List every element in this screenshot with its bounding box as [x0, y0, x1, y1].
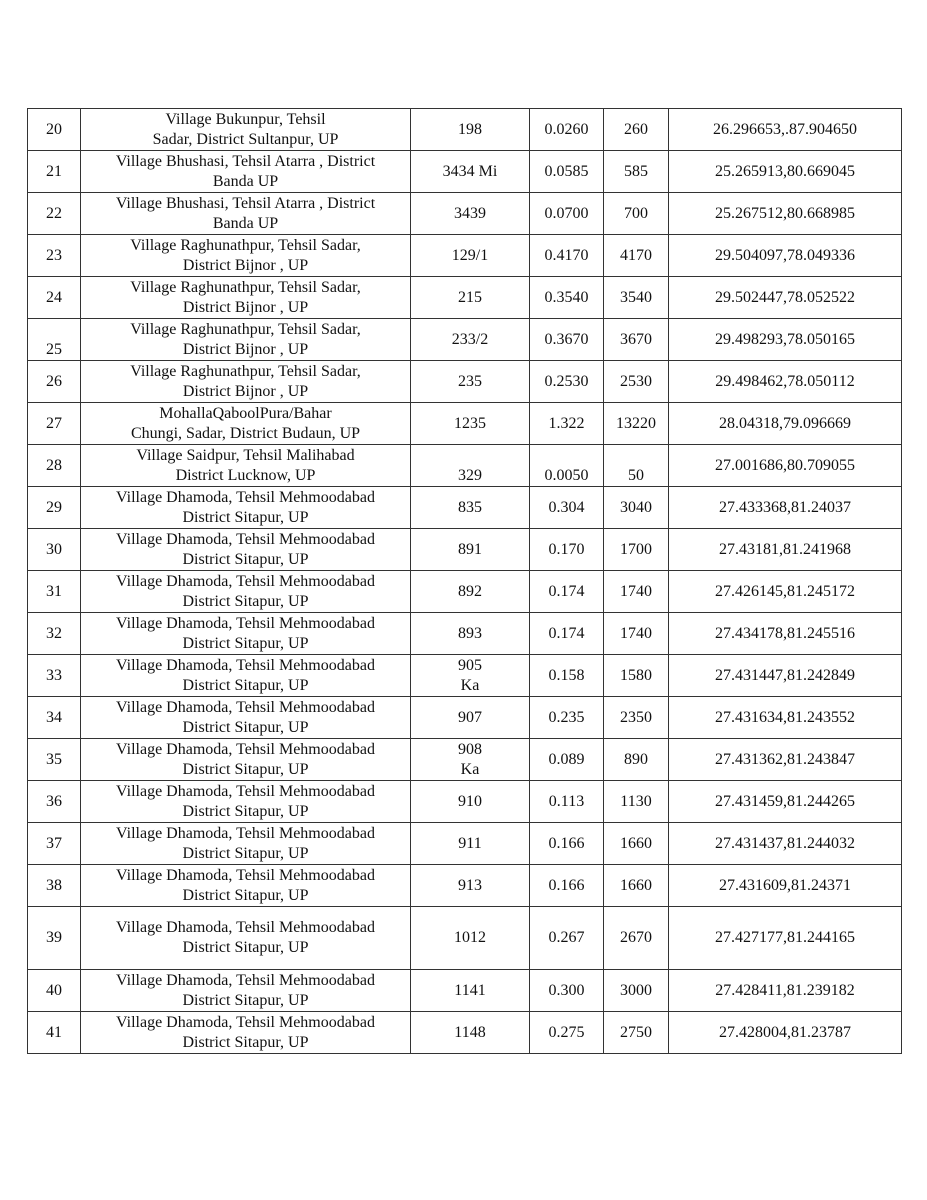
serial-number-cell: 38: [28, 865, 81, 907]
area-hectare-cell: 0.089: [530, 739, 604, 781]
area-hectare-cell: 0.0585: [530, 151, 604, 193]
table-row: [28, 487, 902, 529]
table-row: [28, 697, 902, 739]
location-cell: Village Bhushasi, Tehsil Atarra , District Banda UP: [81, 151, 411, 193]
coordinates-cell: 27.428411,81.239182: [669, 970, 902, 1012]
location-cell: Village Dhamoda, Tehsil Mehmoodabad District Sitapur, UP: [81, 487, 411, 529]
location-cell: Village Saidpur, Tehsil Malihabad District Lucknow, UP: [81, 445, 411, 487]
table-row: [28, 529, 902, 571]
khasra-number-cell: 835: [411, 487, 530, 529]
table-row: [28, 319, 902, 361]
table-row: [28, 109, 902, 151]
table-row: [28, 277, 902, 319]
coordinates-cell: 27.431437,81.244032: [669, 823, 902, 865]
location-cell: Village Dhamoda, Tehsil Mehmoodabad District Sitapur, UP: [81, 613, 411, 655]
location-cell: Village Raghunathpur, Tehsil Sadar, District Bijnor , UP: [81, 277, 411, 319]
table-row: [28, 739, 902, 781]
area-sqm-cell: 2350: [604, 697, 669, 739]
coordinates-cell: 29.504097,78.049336: [669, 235, 902, 277]
coordinates-cell: 27.431634,81.243552: [669, 697, 902, 739]
coordinates-cell: 27.427177,81.244165: [669, 907, 902, 970]
khasra-number-cell: 329: [411, 445, 530, 487]
khasra-number-cell: 215: [411, 277, 530, 319]
location-cell: Village Dhamoda, Tehsil Mehmoodabad District Sitapur, UP: [81, 571, 411, 613]
location-cell: Village Dhamoda, Tehsil Mehmoodabad District Sitapur, UP: [81, 1012, 411, 1054]
table-row: [28, 403, 902, 445]
coordinates-cell: 27.431447,81.242849: [669, 655, 902, 697]
location-cell: Village Bhushasi, Tehsil Atarra , District Banda UP: [81, 193, 411, 235]
serial-number-cell: 25: [28, 319, 81, 361]
serial-number-cell: 39: [28, 907, 81, 970]
area-sqm-cell: 50: [604, 445, 669, 487]
coordinates-cell: 25.265913,80.669045: [669, 151, 902, 193]
table-row: [28, 1012, 902, 1054]
coordinates-cell: 27.433368,81.24037: [669, 487, 902, 529]
coordinates-cell: 27.434178,81.245516: [669, 613, 902, 655]
area-hectare-cell: 0.3670: [530, 319, 604, 361]
area-hectare-cell: 0.267: [530, 907, 604, 970]
serial-number-cell: 34: [28, 697, 81, 739]
location-cell: Village Dhamoda, Tehsil Mehmoodabad District Sitapur, UP: [81, 970, 411, 1012]
location-cell: Village Dhamoda, Tehsil Mehmoodabad District Sitapur, UP: [81, 697, 411, 739]
area-hectare-cell: 0.113: [530, 781, 604, 823]
area-hectare-cell: 0.235: [530, 697, 604, 739]
area-hectare-cell: 0.166: [530, 865, 604, 907]
serial-number-cell: 24: [28, 277, 81, 319]
khasra-number-cell: 233/2: [411, 319, 530, 361]
location-cell: Village Dhamoda, Tehsil Mehmoodabad District Sitapur, UP: [81, 529, 411, 571]
serial-number-cell: 29: [28, 487, 81, 529]
serial-number-cell: 36: [28, 781, 81, 823]
area-sqm-cell: 1580: [604, 655, 669, 697]
area-hectare-cell: 0.174: [530, 613, 604, 655]
area-hectare-cell: 0.3540: [530, 277, 604, 319]
khasra-number-cell: 3439: [411, 193, 530, 235]
area-hectare-cell: 0.304: [530, 487, 604, 529]
area-sqm-cell: 3670: [604, 319, 669, 361]
coordinates-cell: 28.04318,79.096669: [669, 403, 902, 445]
table-row: [28, 571, 902, 613]
area-sqm-cell: 3000: [604, 970, 669, 1012]
area-hectare-cell: 0.2530: [530, 361, 604, 403]
table-row: [28, 970, 902, 1012]
serial-number-cell: 33: [28, 655, 81, 697]
khasra-number-cell: 905 Ka: [411, 655, 530, 697]
coordinates-cell: 27.001686,80.709055: [669, 445, 902, 487]
area-hectare-cell: 0.0050: [530, 445, 604, 487]
location-cell: Village Dhamoda, Tehsil Mehmoodabad District Sitapur, UP: [81, 739, 411, 781]
location-cell: MohallaQaboolPura/Bahar Chungi, Sadar, District Budaun, UP: [81, 403, 411, 445]
location-cell: Village Raghunathpur, Tehsil Sadar, District Bijnor , UP: [81, 235, 411, 277]
khasra-number-cell: 907: [411, 697, 530, 739]
area-sqm-cell: 13220: [604, 403, 669, 445]
coordinates-cell: 27.426145,81.245172: [669, 571, 902, 613]
coordinates-cell: 26.296653,.87.904650: [669, 109, 902, 151]
location-cell: Village Raghunathpur, Tehsil Sadar, District Bijnor , UP: [81, 361, 411, 403]
area-sqm-cell: 1740: [604, 571, 669, 613]
area-hectare-cell: 0.170: [530, 529, 604, 571]
serial-number-cell: 28: [28, 445, 81, 487]
serial-number-cell: 23: [28, 235, 81, 277]
serial-number-cell: 30: [28, 529, 81, 571]
coordinates-cell: 27.431609,81.24371: [669, 865, 902, 907]
coordinates-cell: 25.267512,80.668985: [669, 193, 902, 235]
area-sqm-cell: 585: [604, 151, 669, 193]
area-hectare-cell: 0.0260: [530, 109, 604, 151]
area-sqm-cell: 2530: [604, 361, 669, 403]
location-cell: Village Dhamoda, Tehsil Mehmoodabad District Sitapur, UP: [81, 823, 411, 865]
khasra-number-cell: 1012: [411, 907, 530, 970]
serial-number-cell: 27: [28, 403, 81, 445]
table-row: [28, 655, 902, 697]
coordinates-cell: 27.431459,81.244265: [669, 781, 902, 823]
area-hectare-cell: 0.4170: [530, 235, 604, 277]
location-cell: Village Raghunathpur, Tehsil Sadar, District Bijnor , UP: [81, 319, 411, 361]
khasra-number-cell: 235: [411, 361, 530, 403]
table-row: [28, 151, 902, 193]
khasra-number-cell: 1141: [411, 970, 530, 1012]
serial-number-cell: 35: [28, 739, 81, 781]
khasra-number-cell: 1235: [411, 403, 530, 445]
table-row: [28, 781, 902, 823]
area-hectare-cell: 0.174: [530, 571, 604, 613]
area-sqm-cell: 4170: [604, 235, 669, 277]
serial-number-cell: 41: [28, 1012, 81, 1054]
table-row: [28, 613, 902, 655]
location-cell: Village Dhamoda, Tehsil Mehmoodabad District Sitapur, UP: [81, 865, 411, 907]
area-hectare-cell: 0.300: [530, 970, 604, 1012]
location-cell: Village Dhamoda, Tehsil Mehmoodabad District Sitapur, UP: [81, 655, 411, 697]
area-hectare-cell: 0.166: [530, 823, 604, 865]
area-sqm-cell: 1130: [604, 781, 669, 823]
serial-number-cell: 37: [28, 823, 81, 865]
coordinates-cell: 27.431362,81.243847: [669, 739, 902, 781]
coordinates-cell: 27.428004,81.23787: [669, 1012, 902, 1054]
table-row: [28, 907, 902, 970]
table-row: [28, 235, 902, 277]
khasra-number-cell: 908 Ka: [411, 739, 530, 781]
area-sqm-cell: 1740: [604, 613, 669, 655]
area-sqm-cell: 1660: [604, 823, 669, 865]
serial-number-cell: 21: [28, 151, 81, 193]
khasra-number-cell: 892: [411, 571, 530, 613]
serial-number-cell: 22: [28, 193, 81, 235]
table-row: [28, 823, 902, 865]
area-sqm-cell: 3040: [604, 487, 669, 529]
area-sqm-cell: 700: [604, 193, 669, 235]
coordinates-cell: 27.43181,81.241968: [669, 529, 902, 571]
area-sqm-cell: 260: [604, 109, 669, 151]
khasra-number-cell: 910: [411, 781, 530, 823]
khasra-number-cell: 1148: [411, 1012, 530, 1054]
area-sqm-cell: 2750: [604, 1012, 669, 1054]
khasra-number-cell: 911: [411, 823, 530, 865]
coordinates-cell: 29.502447,78.052522: [669, 277, 902, 319]
area-hectare-cell: 0.0700: [530, 193, 604, 235]
khasra-number-cell: 891: [411, 529, 530, 571]
table-row: [28, 361, 902, 403]
serial-number-cell: 26: [28, 361, 81, 403]
area-sqm-cell: 3540: [604, 277, 669, 319]
location-cell: Village Dhamoda, Tehsil Mehmoodabad District Sitapur, UP: [81, 907, 411, 970]
serial-number-cell: 20: [28, 109, 81, 151]
khasra-number-cell: 913: [411, 865, 530, 907]
table-row: [28, 865, 902, 907]
area-sqm-cell: 2670: [604, 907, 669, 970]
khasra-number-cell: 198: [411, 109, 530, 151]
location-cell: Village Dhamoda, Tehsil Mehmoodabad District Sitapur, UP: [81, 781, 411, 823]
area-sqm-cell: 890: [604, 739, 669, 781]
coordinates-cell: 29.498293,78.050165: [669, 319, 902, 361]
serial-number-cell: 31: [28, 571, 81, 613]
khasra-number-cell: 129/1: [411, 235, 530, 277]
serial-number-cell: 32: [28, 613, 81, 655]
area-hectare-cell: 1.322: [530, 403, 604, 445]
table-body: [28, 109, 902, 1054]
serial-number-cell: 40: [28, 970, 81, 1012]
khasra-number-cell: 893: [411, 613, 530, 655]
area-sqm-cell: 1660: [604, 865, 669, 907]
khasra-number-cell: 3434 Mi: [411, 151, 530, 193]
area-sqm-cell: 1700: [604, 529, 669, 571]
table-row: [28, 445, 902, 487]
table-row: [28, 193, 902, 235]
area-hectare-cell: 0.158: [530, 655, 604, 697]
land-parcel-table: [27, 108, 902, 1054]
coordinates-cell: 29.498462,78.050112: [669, 361, 902, 403]
area-hectare-cell: 0.275: [530, 1012, 604, 1054]
location-cell: Village Bukunpur, Tehsil Sadar, District Sultanpur, UP: [81, 109, 411, 151]
